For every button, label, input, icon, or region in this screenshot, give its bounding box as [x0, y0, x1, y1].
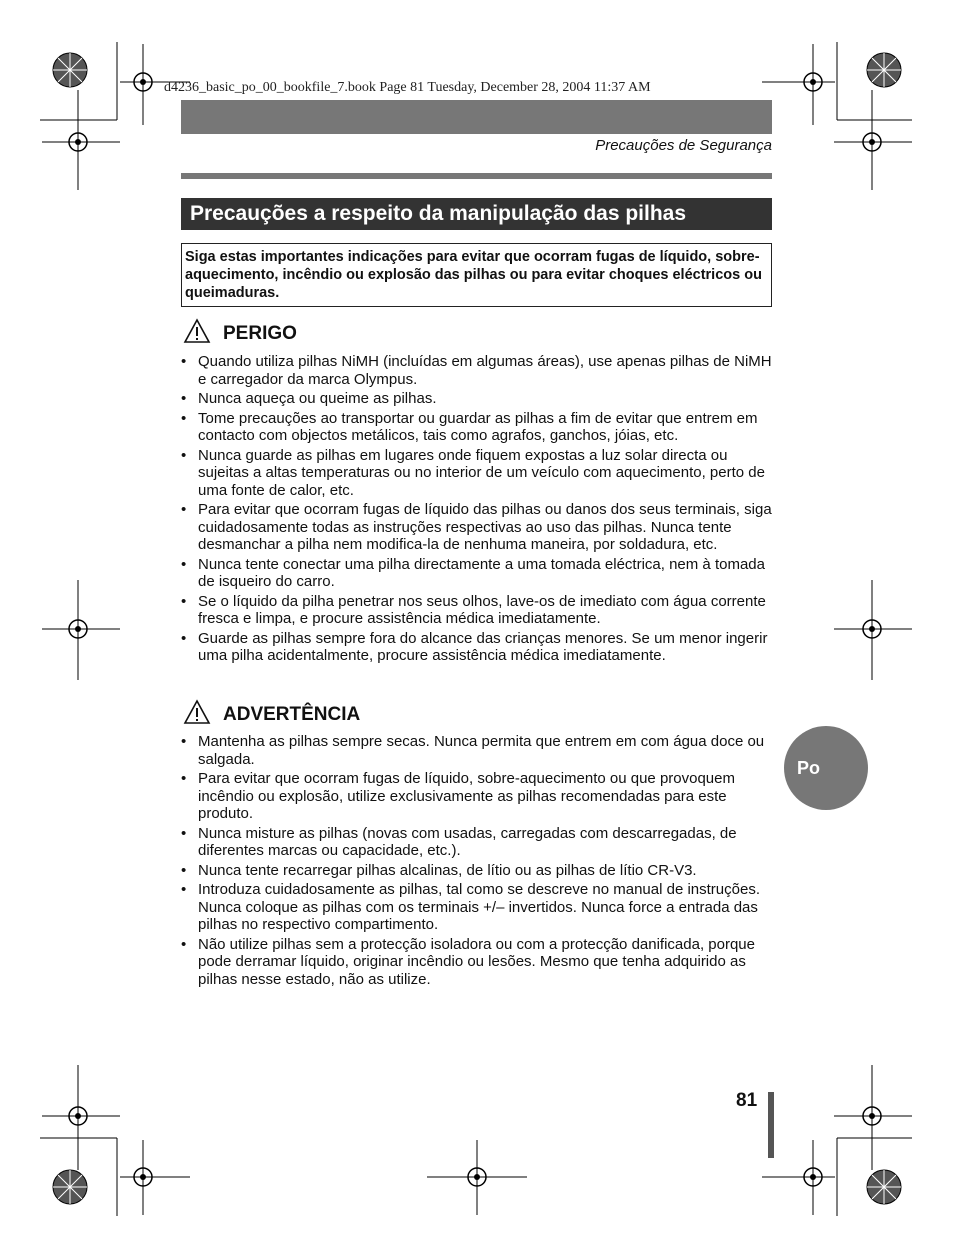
- list-item: • Introduza cuidadosamente as pilhas, tal como se descreve no manual de instruções. Nunca coloque as pilhas com os terminais +/– invertidos. Nunca force a entrada das pilhas no respectivo compartimento.: [181, 881, 772, 934]
- list-item: • Guarde as pilhas sempre fora do alcance das crianças menores. Se um menor ingerir uma pilha acidentalmente, procure assistência médica imediatamente.: [181, 630, 772, 665]
- list-item: • Nunca misture as pilhas (novas com usadas, carregadas com descarregadas, de diferentes marcas ou capacidade, etc.).: [181, 825, 772, 860]
- list-item: • Nunca guarde as pilhas em lugares onde fiquem expostas a luz solar directa ou sujeitas a altas temperaturas ou no interior de um veículo com aquecimento, perto de uma fonte de calor, etc.: [181, 447, 772, 500]
- list-item: • Nunca tente recarregar pilhas alcalinas, de lítio ou as pilhas de lítio CR-V3.: [181, 862, 772, 880]
- page-title: Precauções a respeito da manipulação das pilhas: [181, 198, 772, 230]
- list-item: • Para evitar que ocorram fugas de líquido, sobre-aquecimento ou que provoquem incêndio ou explosão, utilize exclusivamente as pilhas recomendadas para este produto.: [181, 770, 772, 823]
- divider: [181, 173, 772, 179]
- language-tab: Po: [784, 726, 868, 810]
- danger-label: PERIGO: [223, 323, 297, 344]
- warning-triangle-icon: [183, 699, 211, 725]
- page-edge-bar: [768, 1092, 774, 1158]
- list-item: • Nunca tente conectar uma pilha directamente a uma tomada eléctrica, nem à tomada de isqueiro do carro.: [181, 556, 772, 591]
- list-item: • Nunca aqueça ou queime as pilhas.: [181, 390, 772, 408]
- list-item: • Para evitar que ocorram fugas de líquido das pilhas ou danos dos seus terminais, siga cuidadosamente todas as instruções respectivas ao uso das pilhas. Nunca tente desmanchar a pilha nem modifica-la de nenhuma maneira, por soldadura, etc.: [181, 501, 772, 554]
- warning-triangle-icon: [183, 318, 211, 344]
- header-bar: [181, 100, 772, 134]
- notice-box: Siga estas importantes indicações para evitar que ocorram fugas de líquido, sobre-aquecimento, incêndio ou explosão das pilhas ou para evitar choques eléctricos ou queimaduras.: [181, 243, 772, 307]
- section-label: Precauções de Segurança: [595, 137, 772, 154]
- warning-heading: [183, 699, 360, 725]
- list-item: • Quando utiliza pilhas NiMH (incluídas em algumas áreas), use apenas pilhas de NiMH e carregador da marca Olympus.: [181, 353, 772, 388]
- warning-list: [181, 733, 772, 990]
- warning-label: ADVERTÊNCIA: [223, 704, 361, 725]
- list-item: • Mantenha as pilhas sempre secas. Nunca permita que entrem em com água doce ou salgada.: [181, 733, 772, 768]
- page-number: 81: [736, 1090, 758, 1111]
- list-item: • Tome precauções ao transportar ou guardar as pilhas a fim de evitar que entrem em contacto com objectos metálicos, tais como agrafos, ganchos, jóias, etc.: [181, 410, 772, 445]
- danger-list: [181, 353, 772, 667]
- danger-heading: [183, 318, 297, 344]
- file-header: d4236_basic_po_00_bookfile_7.book Page 81 Tuesday, December 28, 2004 11:37 AM: [164, 80, 651, 95]
- list-item: • Se o líquido da pilha penetrar nos seus olhos, lave-os de imediato com água corrente fresca e limpa, e procure assistência médica imediatamente.: [181, 593, 772, 628]
- list-item: • Não utilize pilhas sem a protecção isoladora ou com a protecção danificada, porque pode derramar líquido, originar incêndio ou lesões. Mesmo que tenha adquirido as pilhas nesse estado, não as utilize.: [181, 936, 772, 989]
